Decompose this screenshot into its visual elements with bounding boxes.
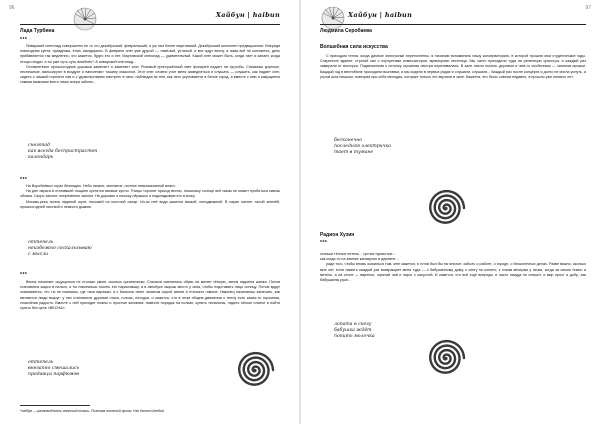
paragraph: Январский снегопад совершенно не то что декабрьский, февральский, и уж тем более мартовский. Декабрьский исполнен предвкушения. Впереди новогодняя суета, праздники, ёлка, мандарины. В феврале снег уже другой — тяжёлый, усталый, и все ждут весну, а зима всё не кончается, день прибавляется так медленно, что кажется, будто его и нет. Мартовский снегопад — удивительный. Какой снег может быть, когда тает и капает, когда птицы галдят, а ты уже чуть-чуть влюблён? А январский снегопад...	[20, 44, 280, 64]
running-head: Хайбун | haibun	[348, 11, 413, 19]
paragraph: ради того, чтобы вновь оказаться там, мне кажется, я готов был бы на многое: забыть о работе, о городе, о бесконечных делах. Разве важно, сколько мне лет, если память каждый раз возвращает меня туда — к бабушкиному дому, к снегу по колено, к тихим вечерам у печки, когда за окном темно и метель, а на столе — варенье, горячий чай и пирог с капустой. И кажется, что всё ещё впереди, и никто никуда не спешит, и мир прост и добр, как бабушкины руки...	[320, 262, 586, 283]
poem-line: снегопад	[28, 143, 51, 148]
header-rule	[20, 24, 280, 25]
poem-line: оттепель	[28, 240, 54, 245]
poem-line: лопата в снегу	[334, 322, 372, 327]
poem-line: неизбежно соскальзываю	[28, 246, 92, 252]
poem-line: попить молочка	[334, 334, 375, 340]
author-name: Людмила Серобаева	[320, 28, 372, 34]
prose-block-3	[20, 280, 280, 356]
header-rule	[320, 24, 586, 25]
paragraph: На Воробьёвых горах безлюдно. Небо низкое, мохнатое, полное невысказанной влаги.	[26, 184, 176, 188]
prose-block-1	[20, 44, 280, 140]
section-stars: ***	[20, 272, 28, 278]
poem-line: с мысли	[28, 252, 49, 258]
section-stars: ***	[320, 240, 328, 246]
poem-3	[28, 360, 79, 379]
poem-2	[28, 240, 92, 259]
fan-ornament-icon	[72, 6, 98, 32]
paragraph: как когда-то на зимних каникулах в деревне...	[320, 257, 399, 262]
paragraph: На дне оврага в оттаявшей лощине кустятся ивовые кусты. Птицы торопят приход весны, поскольку солнце всё никак не может пробиться сквозь облака. Скоро запоют, непременно запоют. На дорожке я нахожу пёрышко и подкладываю его в книгу.	[20, 189, 280, 199]
spiral-ornament-icon	[426, 188, 466, 228]
poem-line: оттепель	[28, 360, 54, 365]
poem-line: бабушка ждёт	[334, 328, 372, 334]
spiral-ornament-icon	[235, 350, 275, 390]
prose-block-2	[320, 252, 586, 300]
poem-line: внезапно смешались	[28, 366, 80, 372]
poem-line: как всегда беспристрастен	[28, 149, 98, 155]
poem-line: тает в тумане	[334, 150, 374, 156]
paragraph: огоньки тёплых петель... густые пушистые...	[320, 252, 396, 256]
page-number: 96	[9, 5, 15, 11]
running-head: Хайбун | haibun	[215, 11, 280, 19]
poem-2	[334, 322, 375, 341]
paragraph: Оставленные прошлогодние дорожки заметает и заметает снег. Розовый приглушённый свет фонарей падает на сугробы. Снежинки крупные, неспешные, вальсируют в воздухе и наполняют тишину смыслом. Этот снег словно учит меня замедляться и слушать — слушать, как падает снег, сидеть с чашкой горячего чая и с удовольствием смотреть в окно, наблюдая за тем, как тихо укутывается в белое город, а вместе с ним и кажущиеся такими важными всего лишь вчера заботы...	[20, 64, 280, 85]
prose-block-2	[20, 184, 280, 234]
paragraph: Весна начинает ощущаться не столько умом, сколько органически. Сначала сменилась обувь на менее тёплую, затем надоела шапка. Потом становится жарко в пальто, и ты начинаешь носить его нараспашку, а в автобусе ищешь место у окна, чтобы подставить лицо солнцу. Потом вдруг оказывается, что ты не помнишь, где твои варежки, а с балкона тянет запахом сырой земли и птичьего гомона. Наконец начинаешь замечать, как меняются люди вокруг: у них становятся другими глаза, голоса, походка, и кажется, что в этом общем движении к теплу есть какая-то огромная, спокойная радость. Вместе с ней приходят планы и простые желания: навести порядок на полках, купить тюльпаны, надеть лёгкое платье и пойти гулять без цели «ВЕСНА».	[20, 280, 280, 311]
piece-title: Волшебная сила искусства	[320, 44, 388, 50]
poem-line: продавцы парфюмов	[28, 372, 79, 378]
author-name-2: Радион Хузин	[320, 232, 355, 238]
footnote: *хайбун — разновидность японской поэзии. Поэтика японской прозы: Нэн Катон Шэндай.	[20, 409, 165, 413]
right-page	[300, 0, 600, 424]
footnote-rule	[20, 405, 90, 406]
author-name: Лада Турбина	[20, 28, 55, 34]
poem-line: календарь	[28, 155, 54, 161]
section-stars: ***	[20, 177, 28, 183]
poem-line: бесконечно	[334, 138, 362, 143]
prose-block-1	[320, 54, 586, 114]
section-stars: ***	[20, 37, 28, 43]
paragraph: С приходом тепла, когда дачные электрички переполнены, я начинаю вспоминать нашу консерваторию, в которой прошли мои студенческие годы. Старинное здание, строгий зал с портретами композиторов, мраморная лестница. Мы часто приходили туда на репетиции оркестра, и каждый раз замирали от восторга. Подвешенная к потолку огромная люстра переливалась. В зале пахло пылью, деревом и чем-то особенным — запахом музыки. Каждый год в вестибюле проходили выставки, и мы сидели в первых рядах и слушали, слушали... Каждый раз после концерта я долго не могла уснуть, а утром шла пешком, повторяя про себя мелодии, которые только что звучали в зале. Кажется, это было совсем недавно, а прошло уже немало лет.	[320, 54, 586, 79]
poem-line: последняя электричка	[334, 144, 391, 150]
poem-1	[28, 143, 97, 162]
paragraph: Москва-река полна ледяной шуги, похожей на колотый сахар. Из-за неё вода кажется вязкой, неподвижной. В парке пахнет талой землёй, прошлогодней листвой и немного дымом.	[20, 199, 280, 209]
page-number: 97	[585, 5, 591, 11]
spiral-ornament-icon	[426, 338, 466, 378]
poem-1	[334, 138, 391, 157]
